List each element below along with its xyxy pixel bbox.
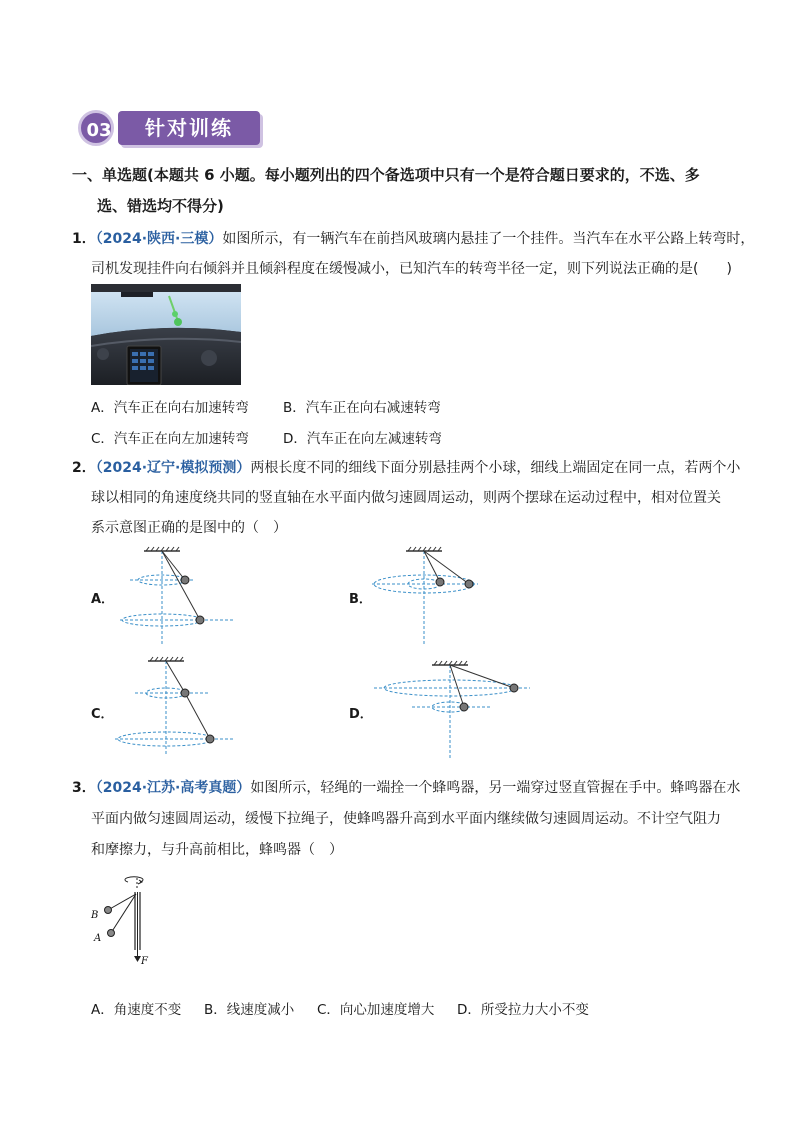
q3-label-a: A xyxy=(94,933,102,944)
section-heading-line2: 选、错选均不得分) xyxy=(97,197,224,215)
q3-line2: 平面内做匀速圆周运动，缓慢下拉绳子，使蜂鸣器升高到水平面内继续做匀速圆周运动。不计空气阻力 xyxy=(91,811,721,827)
q3-option-c[interactable]: C．向心加速度增大 xyxy=(317,1002,435,1018)
q2-diagram-a xyxy=(110,546,240,646)
badge-title-bar xyxy=(118,111,260,145)
section-badge xyxy=(78,109,260,147)
q1-number: 1． xyxy=(72,231,96,247)
q1-option-c[interactable]: C．汽车正在向左加速转弯 xyxy=(91,431,249,447)
badge-title: 针对训练 xyxy=(145,116,233,140)
q1-option-a[interactable]: A．汽车正在向右加速转弯 xyxy=(91,400,249,416)
q2-label-b[interactable]: B． xyxy=(349,592,372,607)
q1-option-d[interactable]: D．汽车正在向左减速转弯 xyxy=(283,431,442,447)
q2-diagram-d xyxy=(372,660,532,760)
q3-diagram xyxy=(88,870,168,970)
q1-line2: 司机发现挂件向右倾斜并且倾斜程度在缓慢减小，已知汽车的转弯半径一定，则下列说法正确的是( ) xyxy=(91,261,732,277)
car-interior-photo xyxy=(91,284,241,385)
q2-source: （2024·辽宁·模拟预测） xyxy=(95,460,251,476)
q1-source: （2024·陕西·三模） xyxy=(95,231,223,247)
q2-line3: 系示意图正确的是图中的（ ） xyxy=(91,520,287,536)
q2-label-c[interactable]: C． xyxy=(91,707,114,722)
q3-option-b[interactable]: B．线速度减小 xyxy=(204,1002,295,1018)
q2-line2: 球以相同的角速度绕共同的竖直轴在水平面内做匀速圆周运动，则两个摆球在运动过程中，相对位置关 xyxy=(91,490,721,506)
q1-option-b[interactable]: B．汽车正在向右减速转弯 xyxy=(283,400,441,416)
section-heading-line1: 一、单选题(本题共 6 小题。每小题列出的四个备选项中只有一个是符合题日要求的，不选、多 xyxy=(72,166,700,184)
q2-diagram-b xyxy=(370,546,480,646)
q3-line3: 和摩擦力，与升高前相比，蜂鸣器（ ） xyxy=(91,842,343,858)
badge-circle xyxy=(78,110,114,146)
badge-number: 03 xyxy=(86,120,112,141)
q2-label-a[interactable]: A． xyxy=(91,592,115,607)
q3-number: 3． xyxy=(72,780,96,796)
q3-source: （2024·江苏·高考真题） xyxy=(95,780,251,796)
q1-text1: 如图所示，有一辆汽车在前挡风玻璃内悬挂了一个挂件。当汽车在水平公路上转弯时， xyxy=(222,231,755,247)
q3-text1: 如图所示，轻绳的一端拴一个蜂鸣器，另一端穿过竖直管握在手中。蜂鸣器在水 xyxy=(250,780,741,796)
q2-line1 xyxy=(72,458,740,478)
q3-option-a[interactable]: A．角速度不变 xyxy=(91,1002,182,1018)
q2-text1: 两根长度不同的细线下面分别悬挂两个小球，细线上端固定在同一点，若两个小 xyxy=(250,460,741,476)
q3-line1 xyxy=(72,778,740,798)
q3-option-d[interactable]: D．所受拉力大小不变 xyxy=(457,1002,589,1018)
q3-label-b: B xyxy=(91,910,99,921)
q2-diagram-c xyxy=(110,656,240,756)
q2-number: 2． xyxy=(72,460,96,476)
q1-line1 xyxy=(72,229,754,249)
q2-label-d[interactable]: D． xyxy=(349,707,373,722)
q3-label-f: F xyxy=(141,956,148,967)
